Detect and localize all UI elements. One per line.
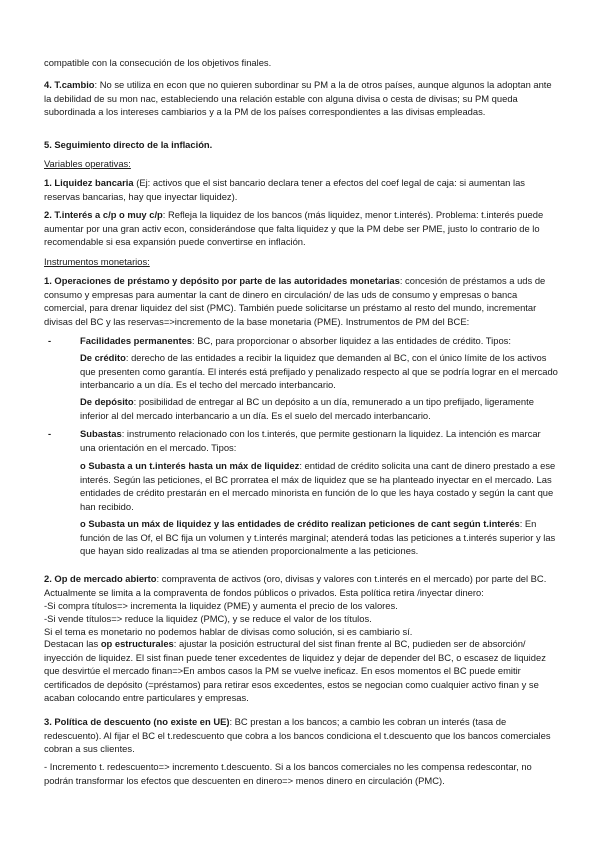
item-heading: De depósito (80, 396, 134, 407)
subsection-title: Instrumentos monetarios: (44, 256, 150, 267)
list-line: - Incremento t. redescuento=> incremento t.descuento. Si a los bancos comerciales no les compensa redescontar, no podrán transformar los efectos que descuenten en dinero=> menos dinero en circulación (PMC). (44, 761, 532, 786)
item-heading: De crédito (80, 352, 126, 363)
item-body: : ajustar la posición estructural del sist finan frente al BC, pudieden ser de absorción/ inyección de liquidez. El sist finan puede tener excedentes de liquidez y dejar de depender del BC, o escasez de liquidez que desvirtúe el mercado finan=>En ambos casos la PM se vuelve ineficaz. En esos momentos el BC puede emitir certificados de depósito (=préstamos) para retirar esos excedentes, estos se negocian como cualquier activo finan y se acaban colocando entre particulares y empresas. (44, 638, 546, 704)
section-heading: 5. Seguimiento directo de la inflación. (44, 139, 213, 150)
facilidades-permanentes (80, 334, 558, 348)
item-body: : BC prestan a los bancos; a cambio les cobran un interés (tasa de redescuento). Al fijar el BC el t.redescuento que cobra a los bancos condiciona el t.descuento que los bancos comerciales cobran a sus clientes. (44, 716, 551, 755)
mercado-abierto-line-1 (44, 599, 558, 613)
bullet-dash: - (48, 335, 52, 346)
intro-paragraph (44, 56, 558, 70)
item-body: : Refleja la liquidez de los bancos (más liquidez, menor t.interés). Problema: t.interés puede aumentar por una gran activ econ, considerándose que falta liquidez y que la PM debe ser PME, justo lo contrario de lo recomendable si esa expansión puede convertirse en inflación. (44, 209, 544, 248)
variable-tipo-interes (44, 208, 558, 249)
section-body: : No se utiliza en econ que no quieren subordinar su PM a la de otros países, aunque algunos la adoptan ante la debilidad de su mon nac, estableciendo una relación estable con alguna divisa o cesta de divisas; su PM queda subordinada a los intereses cambiarios y a la PM de los países correspondientes a las divisas empleadas. (44, 79, 552, 118)
bullet-dash: - (48, 428, 52, 439)
item-heading: op estructurales (100, 638, 174, 649)
lead-text: Destacan las (44, 638, 101, 649)
item-heading: 3. Política de descuento (no existe en UE) (44, 716, 230, 727)
subasta-tipo-b (80, 517, 558, 558)
section-heading: 4. T.cambio (44, 79, 95, 90)
item-heading: 1. Operaciones de préstamo y depósito por parte de las autoridades monetarias (44, 275, 400, 286)
item-heading: o Subasta un máx de liquidez y las entidades de crédito realizan peticiones de cant según t.interés (80, 518, 520, 529)
item-body: : instrumento relacionado con los t.interés, que permite gestionarn la liquidez. La intención es marcar una orientación en el mercado. Tipos: (80, 428, 541, 453)
item-body: : En función de las Of, el BC fija un volumen y t.interés marginal; atenderá todas las peticiones a t.interés superior y las que hayan sido realizadas al tma se atienden proporcionalmente a las peticiones. (80, 518, 556, 557)
item-heading: 2. Op de mercado abierto (44, 573, 157, 584)
subasta-tipo-a (80, 459, 558, 513)
operaciones-mercado-abierto (44, 572, 558, 599)
facilidad-de-deposito (80, 395, 558, 422)
mercado-abierto-line-2 (44, 612, 558, 626)
item-heading: 1. Liquidez bancaria (44, 177, 134, 188)
instrumentos-monetarios-title (44, 255, 558, 269)
list-line: -Si compra títulos=> incrementa la liquidez (PME) y aumenta el precio de los valores. (44, 600, 398, 611)
intro-text: compatible con la consecución de los objetivos finales. (44, 57, 272, 68)
item-body: (Ej: activos que el sist bancario declara tener a efectos del coef legal de caja: si aumentan las reservas bancarias, hay que inyectar liquidez). (44, 177, 525, 202)
item-body: : derecho de las entidades a recibir la liquidez que demanden al BC, con el único límite de los activos que presenten como garantía. El interés está prefijado y penalizado respecto al que se podría lograr en el mercado interbancario a un día. Es el techo del mercado interbancario. (80, 352, 558, 391)
list-line: Si el tema es monetario no podemos hablar de divisas como solución, si es cambiario sí. (44, 626, 413, 637)
section-tipo-cambio (44, 78, 558, 119)
subastas (80, 427, 558, 454)
item-heading: Facilidades permanentes (80, 335, 193, 346)
operaciones-prestamo-deposito (44, 274, 558, 328)
item-heading: o Subasta a un t.interés hasta un máx de liquidez (80, 460, 300, 471)
politica-de-descuento (44, 715, 558, 756)
variables-operativas-title (44, 157, 558, 171)
politica-descuento-line-1 (44, 760, 558, 787)
variable-liquidez-bancaria (44, 176, 558, 203)
section-inflacion (44, 138, 558, 152)
item-body: : compraventa de activos (oro, divisas y valores con t.interés en el mercado) por parte del BC. Actualmente se limita a la compraventa de fondos públicos o privados. Esta política retira /inyectar dinero: (44, 573, 547, 598)
item-body: : concesión de préstamos a uds de consumo y empresas para aumentar la cant de dinero en circulación/ de las uds de consumo y empresas o banca comercial, para drenar liquidez del sist (PMC). También puede solicitarse un préstamo al resto del mundo, incrementar divisas del BC y las reservas=>incremento de la base monetaria (PME). Instrumentos de PM del BCE: (44, 275, 546, 327)
item-body: : BC, para proporcionar o absorber liquidez a las entidades de crédito. Tipos: (192, 335, 511, 346)
op-estructurales (44, 637, 558, 705)
subsection-title: Variables operativas: (44, 158, 131, 169)
item-heading: 2. T.interés a c/p o muy c/p (44, 209, 163, 220)
item-heading: Subastas (80, 428, 122, 439)
item-body: : entidad de crédito solicita una cant de dinero prestado a ese interés. Según las peticiones, el BC prorratea el máx de liquidez que se ha planteado inyectar en el mercado. Las entidades de crédito prestarán en el mercado minorista en función de lo que les haya costado y según la cant que han recibido. (80, 460, 556, 512)
item-body: : posibilidad de entregar al BC un depósito a un día, remunerado a un tipo prefijado, ligeramente inferior al del mercado interbancario a un día. Es el suelo del mercado interbancario. (80, 396, 534, 421)
list-line: -Si vende títulos=> reduce la liquidez (PMC), y se reduce el valor de los títulos. (44, 613, 372, 624)
facilidad-de-credito (80, 351, 558, 392)
